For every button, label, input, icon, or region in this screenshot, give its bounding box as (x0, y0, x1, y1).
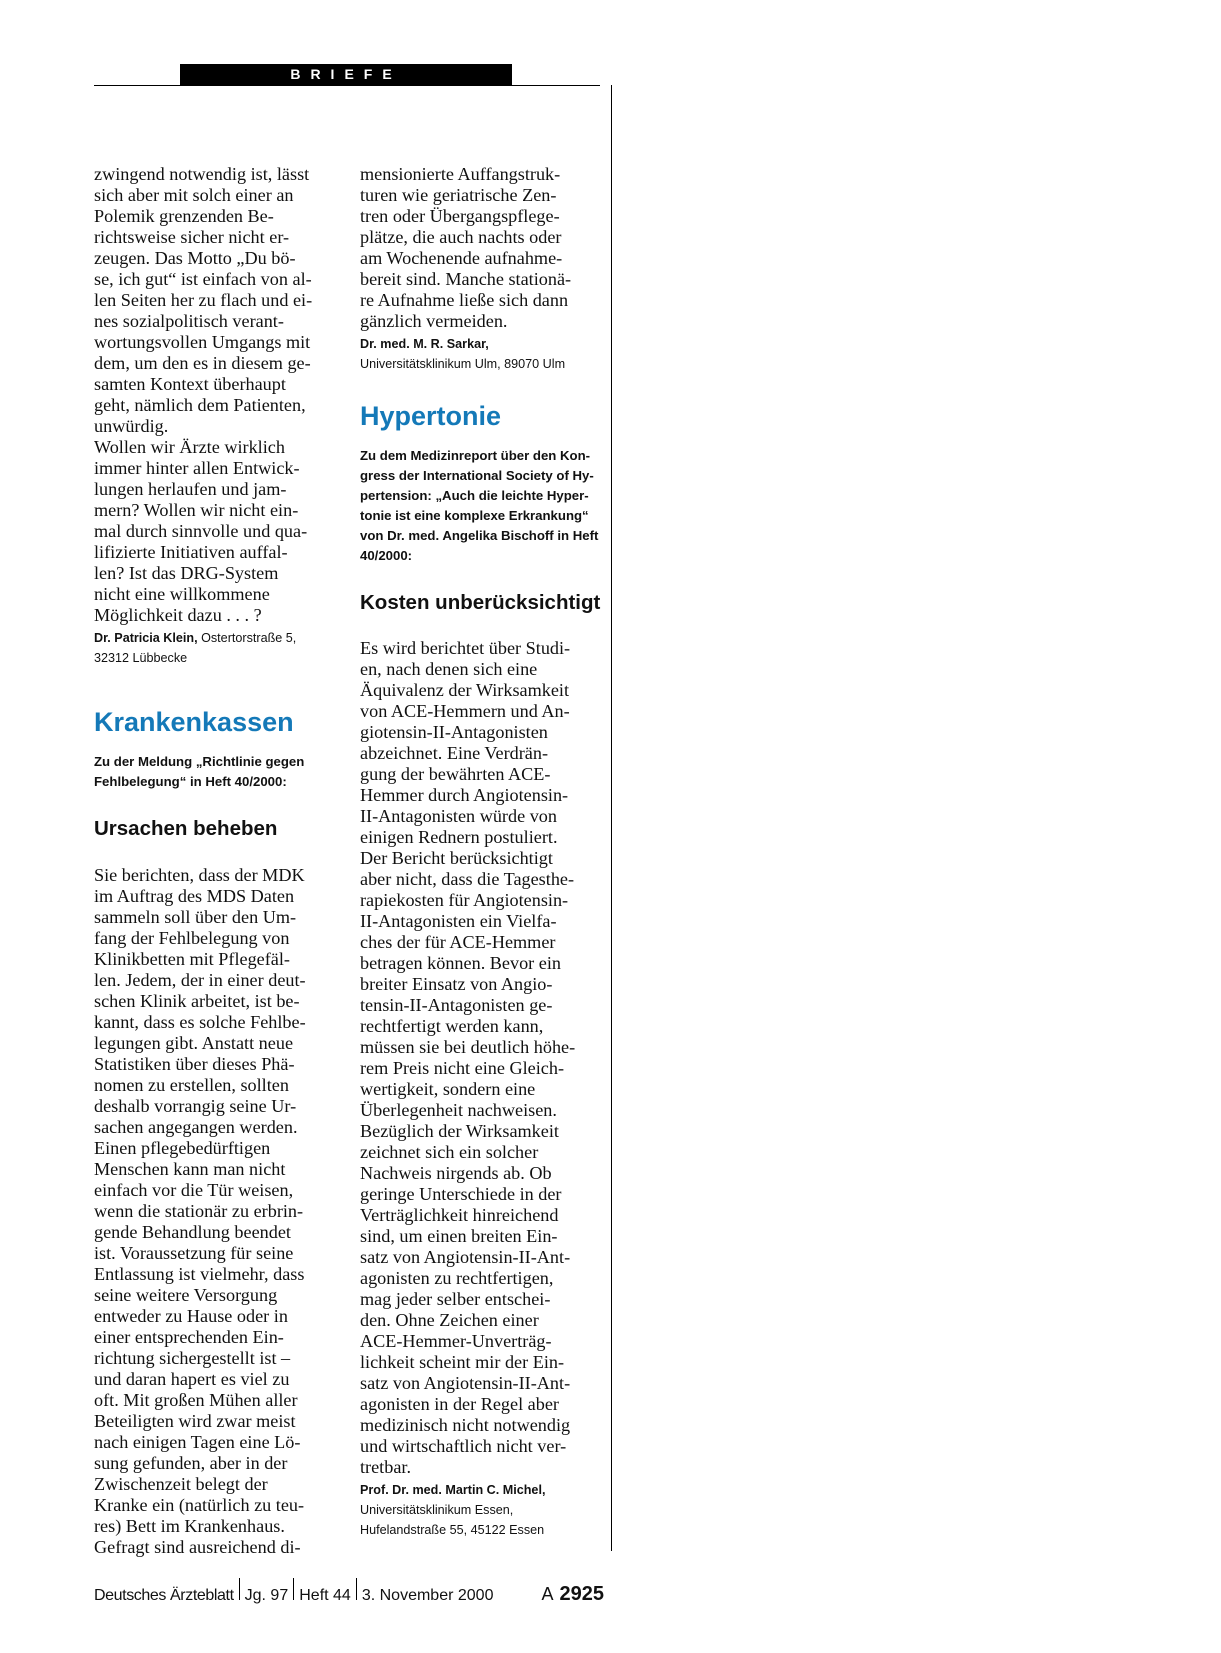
page-prefix: A (541, 1584, 554, 1604)
section-header: BRIEFE (180, 64, 512, 85)
spacer (360, 374, 606, 400)
journal-name: Deutsches Ärzteblatt (94, 1587, 234, 1604)
left-column (94, 164, 340, 1558)
letter-body: Sie berichten, dass der MDK im Auftrag des MDS Daten sammeln soll über den Um- fang der Fehlbelegung von Klinikbetten mit Pflegefäl- len. Jedem, der in einer deut- schen Klinik arbeitet, ist be- kannt, dass es solche Fehlbe- legungen gibt. Anstatt neue Statistiken über dieses Phä- nomen zu erstellen, sollten deshalb vorrangig seine Ur- sachen angegangen werden. Einen pflegebedürftigen Menschen kann man nicht einfach vor die Tür weisen, wenn die stationär zu erbrin- gende Behandlung beendet ist. Voraussetzung für seine Entlassung ist vielmehr, dass seine weitere Versorgung entweder zu Hause oder in einer entsprechenden Ein- richtung sichergestellt ist – und daran hapert es viel zu oft. Mit großen Mühen aller Beteiligten wird zwar meist nach einigen Tagen eine Lö- sung gefunden, aber in der Zwischenzeit belegt der Kranke ein (natürlich zu teu- res) Bett im Krankenhaus. Gefragt sind ausreichend di- (94, 865, 306, 1557)
spacer (360, 432, 606, 446)
page-footer (94, 1578, 604, 1604)
signature-name: Dr. med. M. R. Sarkar, (360, 337, 489, 351)
signature-address: Universitätsklinikum Essen, Hufelandstraße 55, 45122 Essen (360, 1503, 545, 1537)
footer-separator (293, 1578, 294, 1600)
spacer (94, 738, 340, 752)
journal-volume: Jg. 97 (244, 1587, 289, 1604)
spacer (360, 566, 606, 590)
issue-date: 3. November 2000 (361, 1587, 494, 1604)
column-rule (611, 85, 612, 1551)
letter-body: Es wird berichtet über Studi- en, nach denen sich eine Äquivalenz der Wirksamkeit von ACE-Hemmern und An- giotensin-II-Antagonisten abzeichnet. Eine Verdrän- gung der bewährten ACE- Hemmer durch Angiotensin- II-Antagonisten würde von einigen Rednern postuliert. Der Bericht berücksichtigt aber nicht, dass die Tagesthe- rapiekosten für Angiotensin- II-Antagonisten ein Vielfa- ches der für ACE-Hemmer betragen können. Bevor ein breiter Einsatz von Angio- tensin-II-Antagonisten ge- rechtfertigt werden kann, müssen sie bei deutlich höhe- rem Preis nicht eine Gleich- wertigkeit, sondern eine Überlegenheit nachweisen. Bezüglich der Wirksamkeit zeichnet sich ein solcher Nachweis nirgends ab. Ob geringe Unterschiede in der Verträglichkeit hinreichend sind, um einen breiten Ein- satz von Angiotensin-II-Ant- agonisten zu rechtfertigen, mag jeder selber entschei- den. Ohne Zeichen einer ACE-Hemmer-Unverträg- lichkeit scheint mir der Ein- satz von Angiotensin-II-Ant- agonisten in der Regel aber medizinisch nicht notwendig und wirtschaftlich nicht ver- tretbar. (360, 638, 576, 1477)
spacer (94, 792, 340, 816)
signature-name: Prof. Dr. med. Martin C. Michel, (360, 1483, 546, 1497)
journal-issue: Heft 44 (299, 1587, 351, 1604)
spacer (360, 616, 606, 638)
footer-separator (239, 1578, 240, 1600)
page-number-value: 2925 (559, 1583, 604, 1605)
letter-headline: Ursachen beheben (94, 817, 278, 840)
section-title-krankenkassen: Krankenkassen (94, 707, 294, 737)
continued-letter-text: mensionierte Auffangstruk- turen wie geriatrische Zen- tren oder Übergangspflege- plätze, die auch nachts oder am Wochenende aufnahme- bereit sind. Manche stationä- re Aufnahme ließe sich dann gänzlich vermeiden. (360, 164, 572, 331)
spacer (94, 842, 340, 865)
page-number (541, 1583, 604, 1606)
signature-address: Ostertorstraße 5, 32312 Lübbecke (94, 631, 297, 665)
section-title-hypertonie: Hypertonie (360, 401, 502, 431)
section-intro: Zu der Meldung „Richtlinie gegen Fehlbelegung“ in Heft 40/2000: (94, 754, 305, 789)
continued-letter-text: zwingend notwendig ist, lässt sich aber mit solch einer an Polemik grenzenden Be- richtsweise sicher nicht er- zeugen. Das Motto „Du bö- se, ich gut“ ist einfach von al- len Seiten her zu flach und ei- nes sozialpolitisch verant- wortungsvollen Umgangs mit dem, um den es in diesem ge- samten Kontext überhaupt geht, nämlich dem Patienten, unwürdig. Wollen wir Ärzte wirklich immer hinter allen Entwick- lungen herlaufen und jam- mern? Wollen wir nicht ein- mal durch sinnvolle und qua- lifizierte Initiativen auffal- len? Ist das DRG-System nicht eine willkommene Möglichkeit dazu . . . ? (94, 164, 313, 625)
section-intro: Zu dem Medizinreport über den Kon- gress der International Society of Hy- pertension: „Auch die leichte Hyper- tonie ist eine komplexe Erkrankung“ von Dr. med. Angelika Bischoff in Heft 40/2000: (360, 448, 599, 563)
letter-headline: Kosten unberücksichtigt (360, 591, 601, 614)
header-rule (94, 85, 600, 86)
spacer (94, 668, 340, 706)
signature-address: Universitätsklinikum Ulm, 89070 Ulm (360, 357, 566, 371)
letter-signature (94, 628, 340, 668)
right-column (360, 164, 606, 1540)
signature-name: Dr. Patricia Klein, (94, 631, 198, 645)
footer-separator (356, 1578, 357, 1600)
